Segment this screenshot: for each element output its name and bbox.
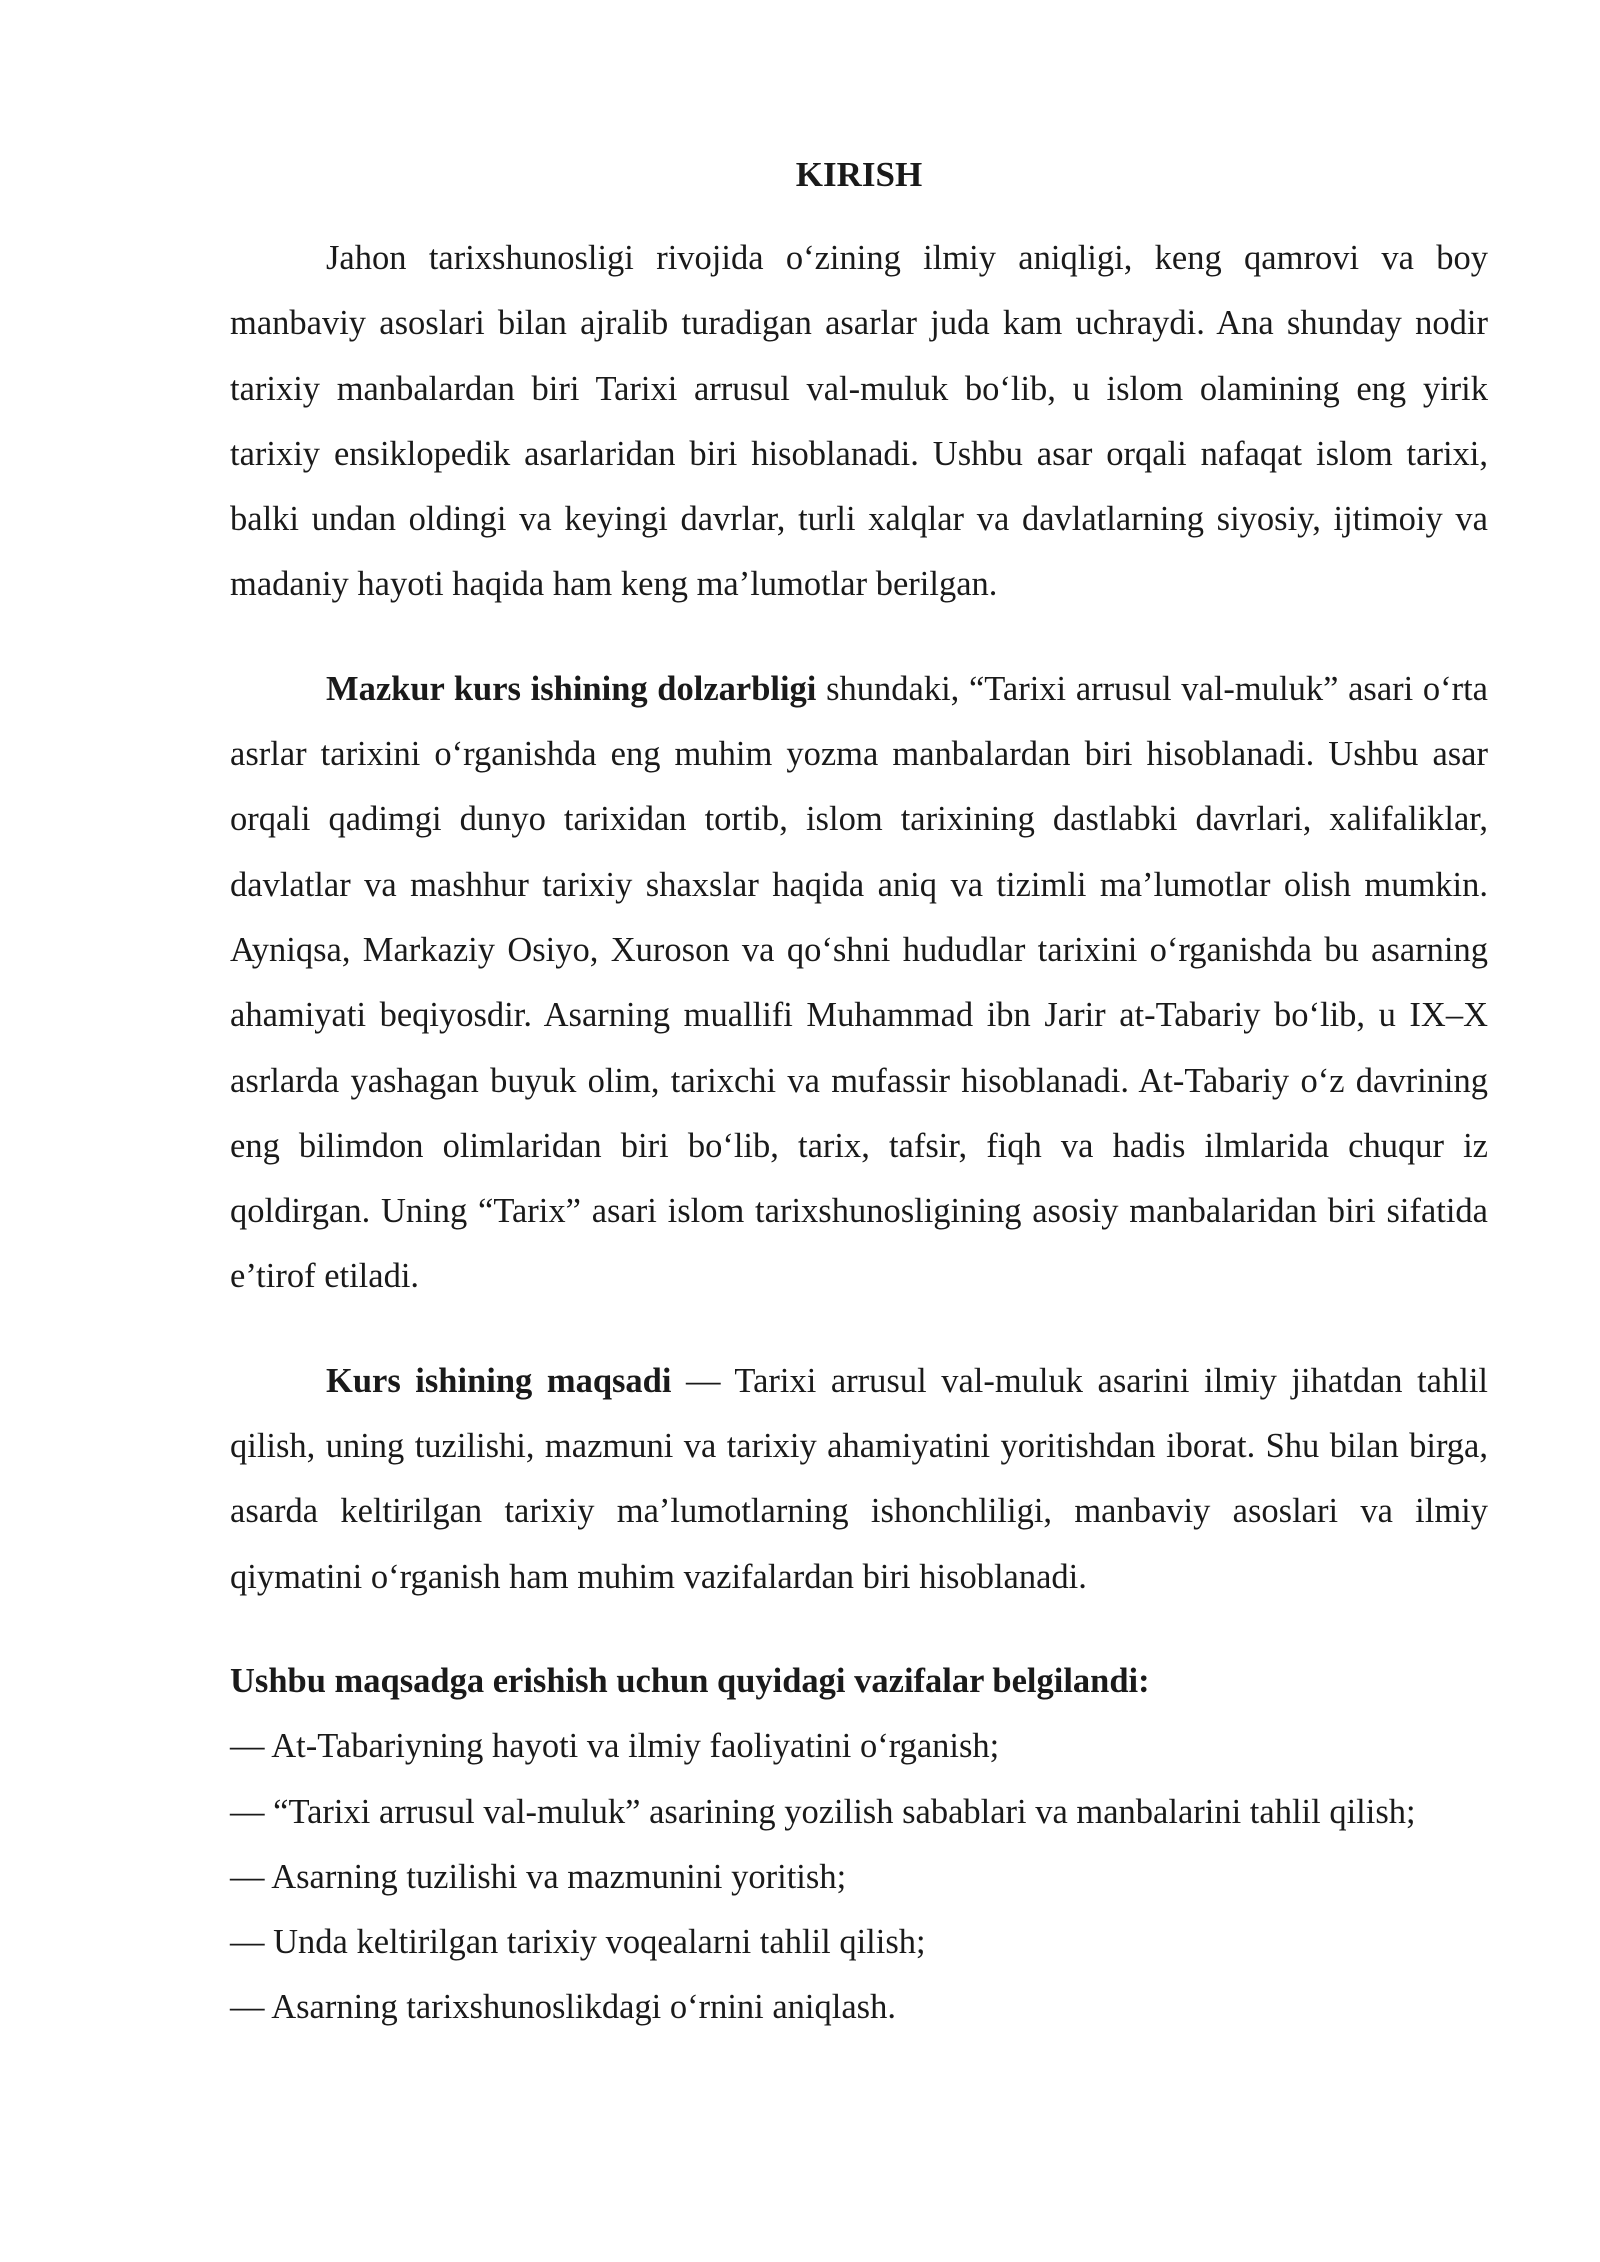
list-item: — Asarning tarixshunoslikdagi o‘rnini aniqlash. [230,1988,896,2027]
goal-text: — Tarixi arrusul val-muluk asarini ilmiy jihatdan tahlil qilish, uning tuzilishi, mazmuni va tarixiy ahamiyatini yoritishdan iborat. Shu bilan birga, asarda keltirilgan tarixiy ma’lumotlarning ishonchliligi, manbaviy asoslari va ilmiy qiymatini o‘rganish ham muhim vazifalardan biri hisoblanadi. [230,1361,1488,1596]
intro-paragraph: Jahon tarixshunosligi rivojida o‘zining ilmiy aniqligi, keng qamrovi va boy manbaviy asoslari bilan ajralib turadigan asarlar juda kam uchraydi. Ana shunday nodir tarixiy manbalardan biri Tarixi arrusul val-muluk bo‘lib, u islom olamining eng yirik tarixiy ensiklopedik asarlaridan biri hisoblanadi. Ushbu asar orqali nafaqat islom tarixi, balki undan oldingi va keyingi davrlar, turli xalqlar va davlatlarning siyosiy, ijtimoiy va madaniy hayoti haqida ham keng ma’lumotlar berilgan. [230,239,1488,604]
page-title: KIRISH [795,155,923,194]
relevance-paragraph [230,657,1488,1310]
relevance-text: shundaki, “Tarixi arrusul val-muluk” asari o‘rta asrlar tarixini o‘rganishda eng muhim yozma manbalardan biri hisoblanadi. Ushbu asar orqali qadimgi dunyo tarixidan tortib, islom tarixining dastlabki davrlari, xalifaliklar, davlatlar va mashhur tarixiy shaxslar haqida aniq va tizimli ma’lumotlar olish mumkin. Ayniqsa, Markaziy Osiyo, Xuroson va qo‘shni hududlar tarixini o‘rganishda bu asarning ahamiyati beqiyosdir. Asarning muallifi Muhammad ibn Jarir at-Tabariy bo‘lib, u IX–X asrlarda yashagan buyuk olim, tarixchi va mufassir hisoblanadi. At-Tabariy o‘z davrining eng bilimdon olimlaridan biri bo‘lib, tarix, tafsir, fiqh va hadis ilmlarida chuqur iz qoldirgan. Uning “Tarix” asari islom tarixshunosligining asosiy manbalaridan biri sifatida e’tirof etiladi. [230,669,1488,1296]
list-item: — At-Tabariyning hayoti va ilmiy faoliyatini o‘rganish; [230,1727,1000,1766]
task-list [230,1714,1488,2040]
document-page [230,0,1488,2041]
list-item: — Unda keltirilgan tarixiy voqealarni tahlil qilish; [230,1923,926,1962]
goal-heading: Kurs ishining maqsadi [326,1361,672,1400]
goal-paragraph [230,1349,1488,1610]
list-item: — “Tarixi arrusul val-muluk” asarining yozilish sabablari va manbalarini tahlil qilish; [230,1792,1416,1831]
list-item: — Asarning tuzilishi va mazmunini yoritish; [230,1857,847,1896]
tasks-heading: Ushbu maqsadga erishish uchun quyidagi vazifalar belgilandi: [230,1661,1150,1700]
relevance-heading: Mazkur kurs ishining dolzarbligi [326,669,817,708]
